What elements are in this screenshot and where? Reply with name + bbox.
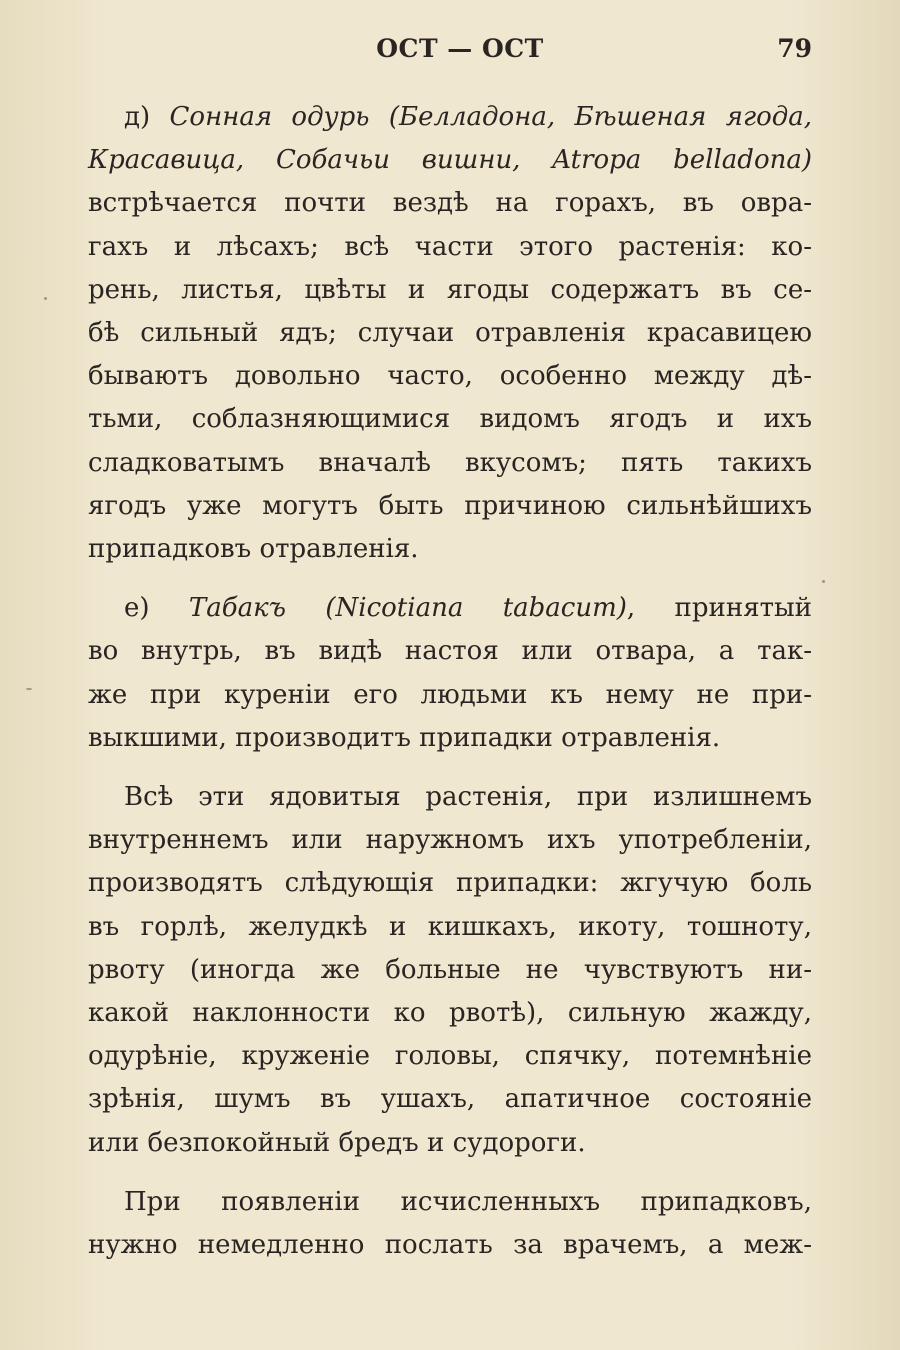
body-text xyxy=(88,96,812,1283)
print-speck xyxy=(26,688,32,690)
text-line: сладковатымъ вначалѣ вкусомъ; пять такихъ xyxy=(88,447,812,478)
text-line: Красавица, Собачьи вишни, Atropa belladona) xyxy=(88,145,812,176)
text-line: или безпокойный бредъ и судороги. xyxy=(88,1127,586,1158)
text-line: Всѣ эти ядовитыя растенія, при излишнемъ xyxy=(124,782,812,813)
text-line: выкшими, производитъ припадки отравленія. xyxy=(88,722,721,753)
paragraph-belladona xyxy=(88,96,812,571)
text-line: зрѣнія, шумъ въ ушахъ, апатичное состояніе xyxy=(88,1084,812,1115)
print-speck xyxy=(44,297,47,300)
text-line: рвоту (иногда же больные не чувствуютъ ни- xyxy=(88,954,812,985)
page-number: 79 xyxy=(777,34,812,63)
text-line: гахъ и лѣсахъ; всѣ части этого растенія: ко- xyxy=(88,231,812,262)
text-line: При появленіи исчисленныхъ припадковъ, xyxy=(124,1186,812,1217)
running-title: ОСТ — ОСТ xyxy=(376,34,544,63)
text-line: д) Сонная одурь (Белладона, Бѣшеная ягода, xyxy=(124,102,812,132)
text-line: бѣ сильный ядъ; случаи отравленія красавицею xyxy=(88,318,812,349)
text-line: во внутрь, въ видѣ настоя или отвара, а так- xyxy=(88,636,812,667)
text-line: бываютъ довольно часто, особенно между дѣ- xyxy=(88,361,812,392)
paragraph-symptoms xyxy=(88,776,812,1165)
text-line: тьми, соблазняющимися видомъ ягодъ и ихъ xyxy=(88,404,812,435)
text-line: производятъ слѣдующія припадки: жгучую боль xyxy=(88,868,812,899)
paragraph-treatment xyxy=(88,1181,812,1267)
text-line: припадковъ отравленія. xyxy=(88,534,419,565)
text-line: въ горлѣ, желудкѣ и кишкахъ, икоту, тошноту, xyxy=(88,911,812,942)
print-speck xyxy=(822,580,825,583)
paragraph-tabak xyxy=(88,587,812,760)
running-head xyxy=(0,34,900,74)
text-line: е) Табакъ (Nicotiana tabacum), принятый xyxy=(124,593,812,624)
text-line: ягодъ уже могутъ быть причиною сильнѣйшихъ xyxy=(88,490,812,521)
text-line: какой наклонности ко рвотѣ), сильную жажду, xyxy=(88,998,812,1029)
text-line: нужно немедленно послать за врачемъ, а меж- xyxy=(88,1230,812,1261)
text-line: встрѣчается почти вездѣ на горахъ, въ овра- xyxy=(88,188,812,219)
text-line: одурѣніе, круженіе головы, спячку, потемнѣніе xyxy=(88,1041,812,1072)
text-line: рень, листья, цвѣты и ягоды содержатъ въ се- xyxy=(88,274,812,305)
text-line: внутреннемъ или наружномъ ихъ употребленіи, xyxy=(88,825,812,856)
text-line: же при куреніи его людьми къ нему не при- xyxy=(88,679,812,710)
